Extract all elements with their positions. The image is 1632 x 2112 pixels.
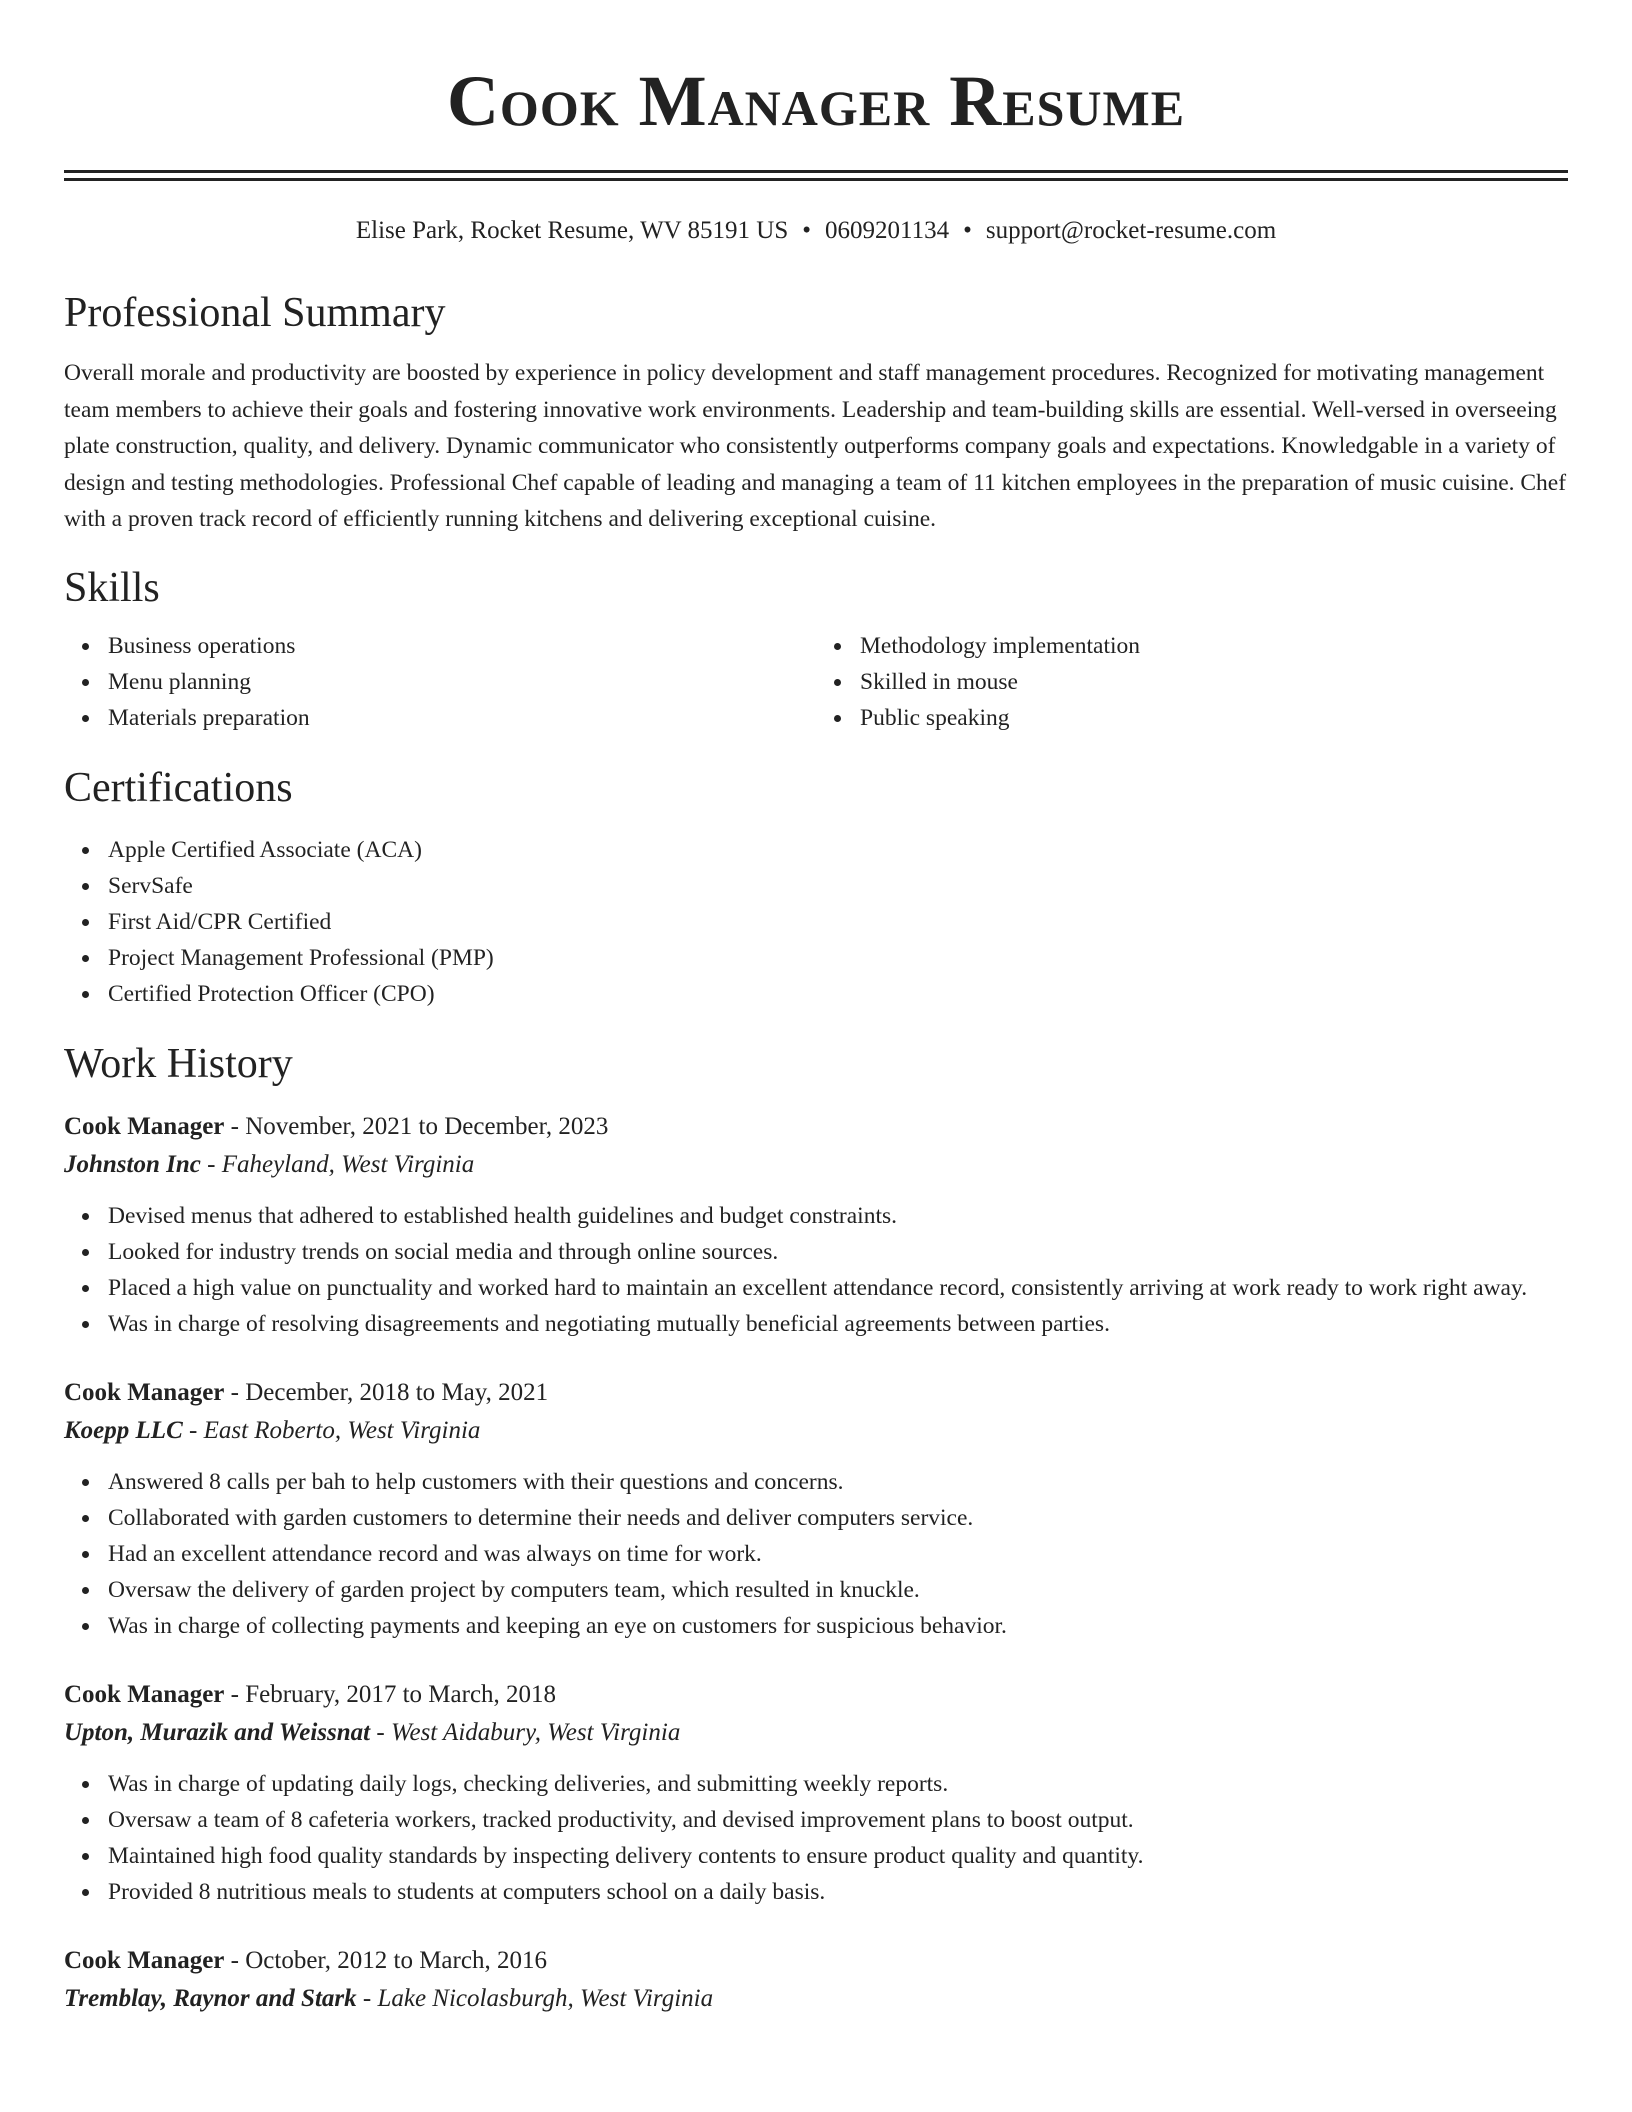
job-company: Tremblay, Raynor and Stark [64, 1984, 357, 2012]
job-role: Cook Manager [64, 1946, 225, 1974]
job-dates: February, 2017 to March, 2018 [245, 1680, 557, 1708]
skills-list-right [816, 628, 1568, 736]
skill-item: Business operations [108, 628, 816, 664]
job-dash: - [224, 1946, 246, 1974]
skills-section [64, 562, 1568, 736]
skills-list-left [64, 628, 816, 736]
skill-item: Public speaking [860, 700, 1568, 736]
section-heading-work-history: Work History [64, 1040, 293, 1087]
contact-line [64, 215, 1568, 247]
job-dash: - [224, 1112, 246, 1140]
job-company: Johnston Inc [64, 1150, 201, 1178]
job-dates: November, 2021 to December, 2023 [245, 1112, 609, 1140]
job-location: East Roberto, West Virginia [203, 1416, 481, 1444]
work-history-section [64, 1038, 1568, 2018]
job-company-line [64, 1980, 1568, 2018]
job-company: Upton, Murazik and Weissnat [64, 1718, 371, 1746]
job-bullet: Looked for industry trends on social media and through online sources. [108, 1234, 1568, 1270]
job-entry [64, 1374, 1568, 1644]
certifications-section [64, 762, 1568, 1012]
contact-separator: • [802, 217, 811, 244]
job-role: Cook Manager [64, 1378, 225, 1406]
certifications-list [64, 832, 1568, 1012]
job-dash: - [224, 1680, 246, 1708]
skill-item: Materials preparation [108, 700, 816, 736]
contact-separator: • [963, 217, 972, 244]
job-entry [64, 1942, 1568, 2018]
resume-title: Cook Manager Resume [446, 61, 1186, 141]
job-bullet: Devised menus that adhered to established health guidelines and budget constraints. [108, 1198, 1568, 1234]
job-dash: - [200, 1150, 222, 1178]
job-dash: - [182, 1416, 204, 1444]
job-location: West Aidabury, West Virginia [390, 1718, 681, 1746]
certification-item: ServSafe [108, 868, 1568, 904]
job-bullets [64, 1464, 1568, 1644]
job-bullet: Provided 8 nutritious meals to students at computers school on a daily basis. [108, 1874, 1568, 1910]
section-heading-summary: Professional Summary [64, 290, 446, 336]
certification-item: First Aid/CPR Certified [108, 904, 1568, 940]
job-dates: December, 2018 to May, 2021 [245, 1378, 549, 1406]
title-double-rule [64, 170, 1568, 181]
section-heading-certifications: Certifications [64, 764, 293, 811]
job-dates: October, 2012 to March, 2016 [245, 1946, 547, 1974]
skill-item: Methodology implementation [860, 628, 1568, 664]
job-bullets [64, 1198, 1568, 1342]
certification-item: Certified Protection Officer (CPO) [108, 976, 1568, 1012]
job-dash: - [356, 1984, 378, 2012]
contact-address: Elise Park, Rocket Resume, WV 85191 US [355, 217, 789, 244]
job-location: Lake Nicolasburgh, West Virginia [377, 1984, 714, 2012]
certification-item: Project Management Professional (PMP) [108, 940, 1568, 976]
job-title-line [64, 1676, 1568, 1714]
job-entry [64, 1676, 1568, 1910]
job-bullet: Oversaw the delivery of garden project by computers team, which resulted in knuckle. [108, 1572, 1568, 1608]
contact-phone: 0609201134 [825, 217, 950, 244]
job-dash: - [224, 1378, 246, 1406]
job-bullet: Oversaw a team of 8 cafeteria workers, tracked productivity, and devised improvement plans to boost output. [108, 1802, 1568, 1838]
summary-text: Overall morale and productivity are boosted by experience in policy development and staff management procedures. Recognized for motivating management team members to achieve their goals and fostering innovative work environments. Leadership and team-building skills are essential. Well-versed in overseeing plate construction, quality, and delivery. Dynamic communicator who consistently outperforms company goals and expectations. Knowledgable in a variety of design and testing methodologies. Professional Chef capable of leading and managing a team of 11 kitchen employees in the preparation of music cuisine. Chef with a proven track record of efficiently running kitchens and delivering exceptional cuisine. [64, 360, 1567, 532]
job-dash: - [370, 1718, 391, 1746]
job-bullets [64, 1766, 1568, 1910]
job-bullet: Was in charge of collecting payments and keeping an eye on customers for suspicious behavior. [108, 1608, 1568, 1644]
job-title-line [64, 1374, 1568, 1412]
job-company-line [64, 1146, 1568, 1184]
skill-item: Menu planning [108, 664, 816, 700]
job-bullet: Collaborated with garden customers to determine their needs and deliver computers service. [108, 1500, 1568, 1536]
skills-grid [64, 628, 1568, 736]
job-role: Cook Manager [64, 1680, 225, 1708]
job-bullet: Maintained high food quality standards by inspecting delivery contents to ensure product quality and quantity. [108, 1838, 1568, 1874]
job-title-line [64, 1108, 1568, 1146]
job-bullet: Placed a high value on punctuality and worked hard to maintain an excellent attendance record, consistently arriving at work ready to work right away. [108, 1270, 1568, 1306]
job-location: Faheyland, West Virginia [221, 1150, 475, 1178]
job-role: Cook Manager [64, 1112, 225, 1140]
job-bullet: Answered 8 calls per bah to help customers with their questions and concerns. [108, 1464, 1568, 1500]
job-company-line [64, 1412, 1568, 1450]
job-entry [64, 1108, 1568, 1342]
job-bullet: Had an excellent attendance record and was always on time for work. [108, 1536, 1568, 1572]
job-title-line [64, 1942, 1568, 1980]
certification-item: Apple Certified Associate (ACA) [108, 832, 1568, 868]
job-company-line [64, 1714, 1568, 1752]
contact-email: support@rocket-resume.com [985, 217, 1277, 244]
professional-summary-section [64, 287, 1568, 538]
job-bullet: Was in charge of resolving disagreements and negotiating mutually beneficial agreements between parties. [108, 1306, 1568, 1342]
job-bullet: Was in charge of updating daily logs, checking deliveries, and submitting weekly reports. [108, 1766, 1568, 1802]
section-heading-skills: Skills [64, 564, 160, 611]
job-company: Koepp LLC [64, 1416, 183, 1444]
skill-item: Skilled in mouse [860, 664, 1568, 700]
